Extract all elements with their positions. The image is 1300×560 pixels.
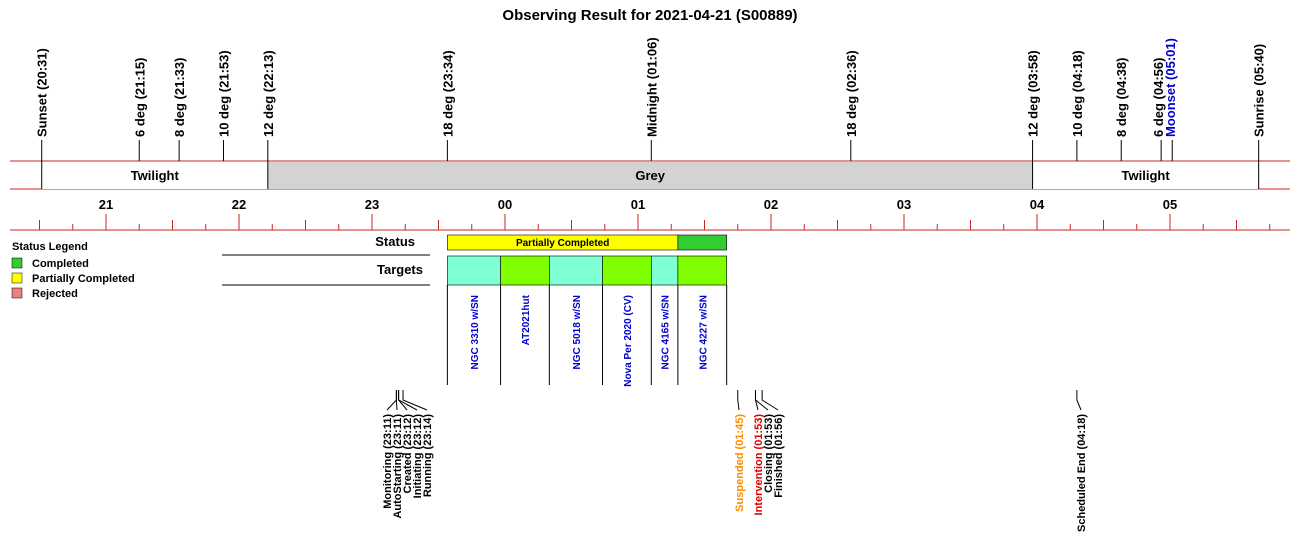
bottom-event-connector-4 xyxy=(403,390,427,410)
top-event-label-11: 6 deg (04:56) xyxy=(1151,57,1167,137)
hour-label-03: 03 xyxy=(896,197,912,212)
band-label-1: Grey xyxy=(635,168,666,183)
legend-label-1: Partially Completed xyxy=(32,273,135,285)
bottom-event-connector-9 xyxy=(1077,390,1081,410)
bottom-event-label-5: Suspended (01:45) xyxy=(734,414,746,512)
hour-axis xyxy=(10,197,1290,230)
legend-swatch-0 xyxy=(12,258,22,268)
legend-swatch-2 xyxy=(12,288,22,298)
hour-label-00: 00 xyxy=(497,197,513,212)
top-event-label-9: 10 deg (04:18) xyxy=(1069,50,1085,137)
bottom-event-label-3: Initiating (23:12) xyxy=(412,414,424,499)
hour-label-01: 01 xyxy=(630,197,646,212)
target-name-3: Nova Per 2020 (CV) xyxy=(622,295,634,387)
hour-label-23: 23 xyxy=(364,197,380,212)
top-event-label-7: 18 deg (02:36) xyxy=(843,50,859,137)
status-segment-1 xyxy=(678,235,727,250)
top-event-label-10: 8 deg (04:38) xyxy=(1114,57,1130,137)
bottom-event-connector-1 xyxy=(396,390,397,410)
top-event-label-6: Midnight (01:06) xyxy=(644,37,660,137)
bottom-event-label-6: Intervention (01:53) xyxy=(753,414,765,516)
target-name-4: NGC 4165 w/SN xyxy=(660,295,672,370)
target-block-2 xyxy=(549,256,602,285)
legend-swatch-1 xyxy=(12,273,22,283)
top-event-label-3: 10 deg (21:53) xyxy=(216,50,232,137)
hour-label-21: 21 xyxy=(98,197,114,212)
hour-label-22: 22 xyxy=(231,197,247,212)
target-name-1: AT2021hut xyxy=(520,295,532,346)
hour-label-04: 04 xyxy=(1029,197,1045,212)
status-target-rows xyxy=(222,234,727,387)
target-block-0 xyxy=(447,256,500,285)
target-name-0: NGC 3310 w/SN xyxy=(469,295,481,370)
legend-title: Status Legend xyxy=(12,241,88,253)
legend-label-2: Rejected xyxy=(32,288,78,300)
legend-label-0: Completed xyxy=(32,258,89,270)
target-block-5 xyxy=(678,256,727,285)
hour-label-02: 02 xyxy=(763,197,779,212)
top-event-label-4: 12 deg (22:13) xyxy=(260,50,276,137)
bottom-event-label-9: Scheduled End (04:18) xyxy=(1076,414,1088,532)
diagram-title: Observing Result for 2021-04-21 (S00889) xyxy=(502,7,798,24)
top-event-label-2: 8 deg (21:33) xyxy=(172,57,188,137)
bottom-event-connector-5 xyxy=(738,390,739,410)
status-segment-label-0: Partially Completed xyxy=(515,238,610,249)
bottom-event-label-0: Monitoring (23:11) xyxy=(382,414,394,509)
target-block-3 xyxy=(603,256,652,285)
top-event-label-8: 12 deg (03:58) xyxy=(1025,50,1041,137)
bottom-event-connector-0 xyxy=(387,390,396,410)
bottom-event-label-8: Finished (01:56) xyxy=(773,414,785,498)
target-name-5: NGC 4227 w/SN xyxy=(698,295,710,370)
bottom-event-connector-3 xyxy=(399,390,417,410)
status-row-label: Status xyxy=(375,234,415,249)
bottom-events xyxy=(382,390,1088,532)
bottom-event-label-1: AutoStarting (23:11) xyxy=(392,414,404,519)
top-event-label-12: Moonset (05:01) xyxy=(1163,38,1179,137)
bottom-event-label-4: Running (23:14) xyxy=(422,414,434,498)
bottom-event-label-2: Created (23:12) xyxy=(402,414,414,494)
top-event-label-0: Sunset (20:31) xyxy=(34,48,50,137)
band-label-2: Twilight xyxy=(1121,168,1170,183)
target-block-4 xyxy=(651,256,678,285)
bottom-event-label-7: Closing (01:53) xyxy=(763,414,775,493)
targets-row-label: Targets xyxy=(377,262,423,277)
status-legend xyxy=(12,241,135,300)
target-name-2: NGC 5018 w/SN xyxy=(571,295,583,370)
top-event-label-13: Sunrise (05:40) xyxy=(1251,43,1267,137)
target-block-1 xyxy=(501,256,550,285)
sky-bands xyxy=(10,161,1290,189)
band-label-0: Twilight xyxy=(130,168,179,183)
top-event-label-1: 6 deg (21:15) xyxy=(132,57,148,137)
top-event-label-5: 18 deg (23:34) xyxy=(440,50,456,137)
hour-label-05: 05 xyxy=(1162,197,1178,212)
